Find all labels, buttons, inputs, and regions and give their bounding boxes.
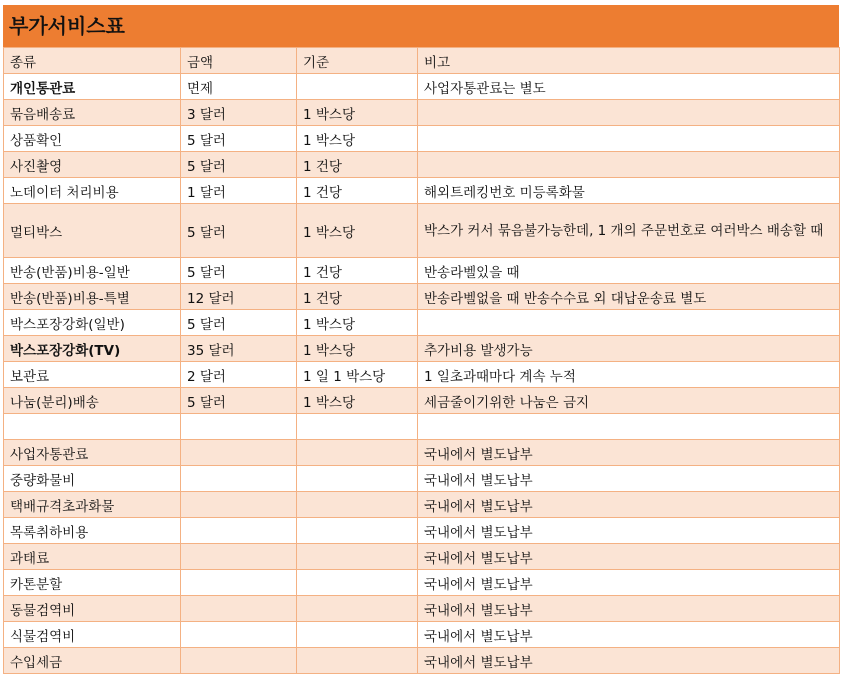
table-row (4, 284, 840, 310)
cell-note: 국내에서 별도납부 (418, 596, 840, 622)
cell-type: 박스포장강화(일반) (4, 310, 181, 336)
cell-amount (181, 648, 297, 674)
table-row (4, 258, 840, 284)
cell-type: 개인통관료 (4, 74, 181, 100)
cell-type: 노데이터 처리비용 (4, 178, 181, 204)
table-row (4, 570, 840, 596)
cell-basis (297, 596, 418, 622)
cell-basis (297, 622, 418, 648)
cell-amount: 5 달러 (181, 126, 297, 152)
cell-amount (181, 414, 297, 440)
cell-note (418, 100, 840, 126)
cell-basis: 1 박스당 (297, 204, 418, 258)
cell-type: 박스포장강화(TV) (4, 336, 181, 362)
cell-type (4, 414, 181, 440)
sheet-title: 부가서비스표 (3, 5, 839, 47)
table-row (4, 492, 840, 518)
cell-note: 사업자통관료는 별도 (418, 74, 840, 100)
cell-amount: 5 달러 (181, 258, 297, 284)
cell-basis (297, 648, 418, 674)
cell-type: 동물검역비 (4, 596, 181, 622)
cell-type: 사진촬영 (4, 152, 181, 178)
cell-basis (297, 414, 418, 440)
cell-amount: 3 달러 (181, 100, 297, 126)
cell-amount: 5 달러 (181, 310, 297, 336)
cell-amount: 35 달러 (181, 336, 297, 362)
cell-basis: 1 박스당 (297, 310, 418, 336)
cell-amount (181, 492, 297, 518)
cell-basis: 1 박스당 (297, 336, 418, 362)
cell-type: 보관료 (4, 362, 181, 388)
cell-note (418, 126, 840, 152)
cell-basis (297, 544, 418, 570)
cell-basis (297, 440, 418, 466)
cell-amount (181, 466, 297, 492)
cell-note: 국내에서 별도납부 (418, 492, 840, 518)
cell-basis (297, 466, 418, 492)
header-amount: 금액 (181, 48, 297, 74)
cell-note: 국내에서 별도납부 (418, 518, 840, 544)
cell-basis: 1 건당 (297, 178, 418, 204)
cell-note: 반송라벨없을 때 반송수수료 외 대납운송료 별도 (418, 284, 840, 310)
cell-note (418, 310, 840, 336)
cell-amount: 1 달러 (181, 178, 297, 204)
cell-amount: 5 달러 (181, 152, 297, 178)
cell-note: 1 일초과때마다 계속 누적 (418, 362, 840, 388)
table-row (4, 414, 840, 440)
cell-type: 수입세금 (4, 648, 181, 674)
table-row (4, 440, 840, 466)
header-basis: 기준 (297, 48, 418, 74)
cell-note: 국내에서 별도납부 (418, 544, 840, 570)
header-note: 비고 (418, 48, 840, 74)
cell-note (418, 152, 840, 178)
table-row (4, 362, 840, 388)
cell-type: 상품확인 (4, 126, 181, 152)
cell-note (418, 414, 840, 440)
cell-basis: 1 건당 (297, 152, 418, 178)
cell-amount: 12 달러 (181, 284, 297, 310)
table-row (4, 126, 840, 152)
table-row (4, 178, 840, 204)
table-row (4, 336, 840, 362)
table-body (4, 48, 840, 674)
cell-note: 해외트레킹번호 미등록화물 (418, 178, 840, 204)
table-row (4, 648, 840, 674)
cell-amount (181, 544, 297, 570)
cell-amount: 5 달러 (181, 204, 297, 258)
cell-note: 국내에서 별도납부 (418, 570, 840, 596)
cell-type: 사업자통관료 (4, 440, 181, 466)
cell-basis: 1 박스당 (297, 100, 418, 126)
cell-type: 반송(반품)비용-일반 (4, 258, 181, 284)
cell-type: 중량화물비 (4, 466, 181, 492)
table-row (4, 544, 840, 570)
cell-amount (181, 570, 297, 596)
cell-type: 묶음배송료 (4, 100, 181, 126)
cell-type: 멀티박스 (4, 204, 181, 258)
cell-amount (181, 518, 297, 544)
table-row (4, 518, 840, 544)
cell-type: 나눔(분리)배송 (4, 388, 181, 414)
cell-amount (181, 622, 297, 648)
cell-note: 국내에서 별도납부 (418, 440, 840, 466)
table-row (4, 388, 840, 414)
cell-amount (181, 596, 297, 622)
table-row (4, 74, 840, 100)
cell-basis: 1 건당 (297, 258, 418, 284)
cell-type: 반송(반품)비용-특별 (4, 284, 181, 310)
cell-basis (297, 492, 418, 518)
cell-basis: 1 박스당 (297, 126, 418, 152)
cell-type: 식물검역비 (4, 622, 181, 648)
cell-type: 과태료 (4, 544, 181, 570)
service-fee-table (3, 47, 840, 674)
table-row (4, 100, 840, 126)
cell-amount (181, 440, 297, 466)
cell-note: 국내에서 별도납부 (418, 622, 840, 648)
cell-amount: 2 달러 (181, 362, 297, 388)
table-row (4, 622, 840, 648)
cell-basis: 1 일 1 박스당 (297, 362, 418, 388)
cell-note: 국내에서 별도납부 (418, 648, 840, 674)
header-row (4, 48, 840, 74)
cell-amount: 5 달러 (181, 388, 297, 414)
table-row (4, 204, 840, 258)
cell-type: 카톤분할 (4, 570, 181, 596)
cell-note: 세금줄이기위한 나눔은 금지 (418, 388, 840, 414)
cell-basis: 1 건당 (297, 284, 418, 310)
cell-type: 목록취하비용 (4, 518, 181, 544)
header-type: 종류 (4, 48, 181, 74)
cell-type: 택배규격초과화물 (4, 492, 181, 518)
cell-basis: 1 박스당 (297, 388, 418, 414)
cell-basis (297, 74, 418, 100)
cell-note: 박스가 커서 묶음불가능한데, 1 개의 주문번호로 여러박스 배송할 때 (418, 204, 840, 258)
table-row (4, 152, 840, 178)
service-fee-sheet (3, 5, 839, 674)
table-row (4, 310, 840, 336)
table-row (4, 596, 840, 622)
cell-note: 반송라벨있을 때 (418, 258, 840, 284)
cell-basis (297, 570, 418, 596)
cell-note: 추가비용 발생가능 (418, 336, 840, 362)
cell-amount: 면제 (181, 74, 297, 100)
cell-basis (297, 518, 418, 544)
table-row (4, 466, 840, 492)
cell-note: 국내에서 별도납부 (418, 466, 840, 492)
